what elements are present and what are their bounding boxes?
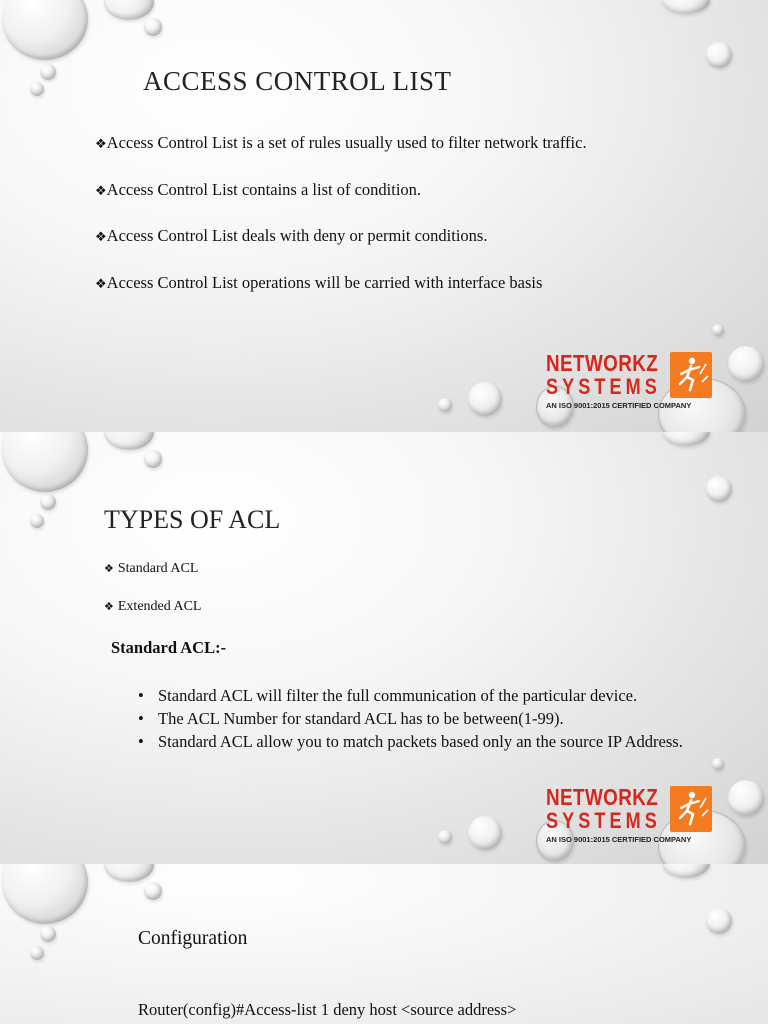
water-drop bbox=[144, 18, 162, 36]
water-drop bbox=[30, 82, 44, 96]
running-figure-icon bbox=[670, 786, 712, 832]
slide-title: TYPES OF ACL bbox=[104, 505, 281, 534]
diamond-bullet-icon: ❖ bbox=[95, 183, 107, 199]
list-item bbox=[95, 133, 587, 180]
water-drop bbox=[662, 864, 710, 878]
bullet-text: Access Control List contains a list of condition. bbox=[106, 179, 422, 199]
slide-1 bbox=[0, 0, 768, 432]
water-drop bbox=[728, 346, 764, 382]
bullet-dot-icon: • bbox=[138, 732, 144, 751]
point-text: Standard ACL will filter the full communication of the particular device. bbox=[158, 686, 638, 705]
water-drop bbox=[30, 946, 44, 960]
list-item bbox=[104, 561, 201, 599]
list-item bbox=[138, 707, 698, 730]
water-drop bbox=[144, 450, 162, 468]
standard-acl-heading: Standard ACL:- bbox=[111, 638, 227, 657]
water-drop bbox=[2, 0, 88, 60]
bullet-list bbox=[95, 133, 587, 319]
water-drop bbox=[40, 926, 56, 942]
list-item bbox=[95, 226, 587, 273]
bullet-text: Access Control List operations will be carried with interface basis bbox=[106, 272, 543, 292]
water-drop bbox=[706, 42, 732, 68]
water-drop bbox=[438, 398, 452, 412]
list-item bbox=[95, 180, 587, 227]
water-drop bbox=[662, 0, 710, 14]
logo-tagline: AN ISO 9001:2015 CERTIFIED COMPANY bbox=[546, 401, 692, 410]
logo-line2: SYSTEMS bbox=[546, 808, 661, 833]
running-figure-icon bbox=[670, 352, 712, 398]
point-text: Standard ACL allow you to match packets based only an the source IP Address. bbox=[158, 732, 683, 751]
water-drop bbox=[712, 758, 724, 770]
water-drop bbox=[40, 494, 56, 510]
diamond-bullet-icon: ❖ bbox=[95, 137, 107, 152]
bullet-text: Access Control List is a set of rules usually used to filter network traffic. bbox=[106, 133, 587, 152]
water-drop bbox=[104, 864, 154, 882]
water-drop bbox=[468, 382, 502, 416]
water-drop bbox=[40, 64, 56, 80]
water-drop bbox=[104, 0, 154, 20]
diamond-bullet-icon: ❖ bbox=[95, 230, 107, 245]
acl-type-text: Standard ACL bbox=[117, 561, 199, 576]
list-item bbox=[138, 684, 698, 707]
water-drop bbox=[712, 324, 724, 336]
water-drop bbox=[144, 882, 162, 900]
logo-line1: NETWORKZ bbox=[546, 350, 659, 376]
water-drop bbox=[706, 476, 732, 502]
water-drop bbox=[2, 432, 88, 492]
company-logo bbox=[546, 350, 712, 412]
water-drop bbox=[662, 432, 710, 446]
diamond-bullet-icon: ❖ bbox=[104, 600, 114, 613]
water-drop bbox=[728, 780, 764, 816]
slide-title: ACCESS CONTROL LIST bbox=[143, 66, 452, 96]
water-drop bbox=[30, 514, 44, 528]
logo-line2: SYSTEMS bbox=[546, 374, 661, 399]
water-drop bbox=[104, 432, 154, 450]
diamond-bullet-icon: ❖ bbox=[104, 562, 114, 575]
list-item bbox=[104, 599, 201, 637]
logo-tagline: AN ISO 9001:2015 CERTIFIED COMPANY bbox=[546, 835, 692, 844]
diamond-bullet-icon: ❖ bbox=[95, 276, 107, 292]
company-logo bbox=[546, 784, 712, 846]
logo-line1: NETWORKZ bbox=[546, 784, 659, 810]
acl-types-list bbox=[104, 561, 201, 637]
water-drop bbox=[438, 830, 452, 844]
acl-type-text: Extended ACL bbox=[117, 599, 202, 614]
list-item bbox=[138, 730, 698, 753]
bullet-dot-icon: • bbox=[138, 709, 144, 728]
configuration-heading: Configuration bbox=[138, 928, 248, 949]
water-drop bbox=[2, 864, 88, 924]
water-drop bbox=[706, 908, 732, 934]
config-command: Router(config)#Access-list 1 deny host <source address> bbox=[138, 1000, 517, 1019]
point-text: The ACL Number for standard ACL has to be between(1-99). bbox=[158, 709, 564, 728]
water-drop bbox=[468, 816, 502, 850]
list-item bbox=[95, 273, 587, 320]
bullet-text: Access Control List deals with deny or permit conditions. bbox=[106, 226, 488, 245]
standard-acl-points bbox=[138, 684, 698, 753]
bullet-dot-icon: • bbox=[138, 686, 144, 705]
